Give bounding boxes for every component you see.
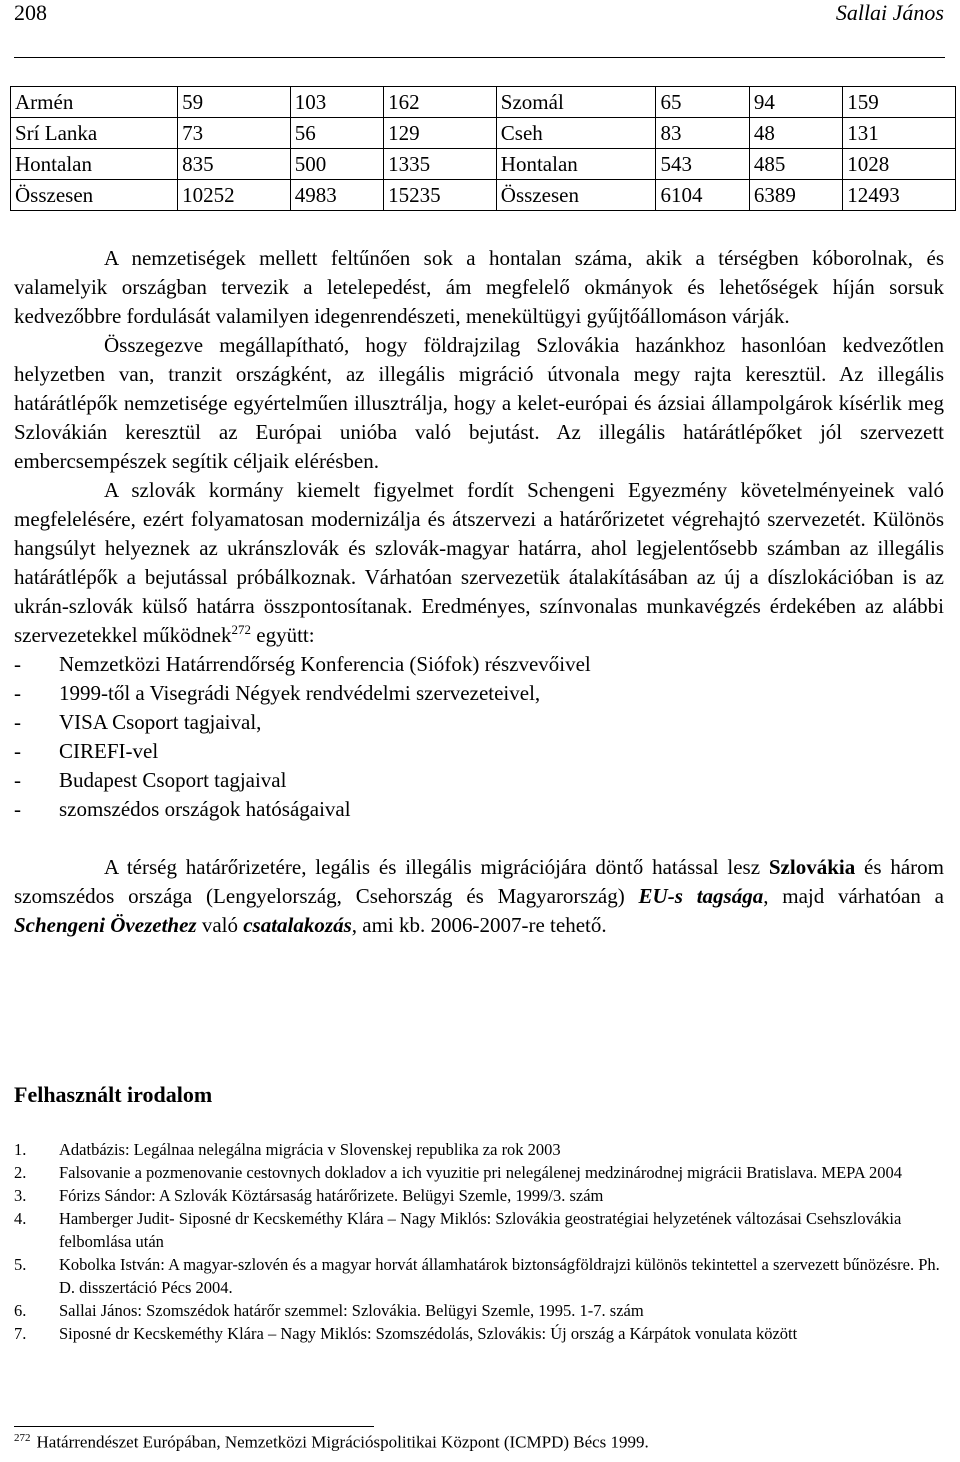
list-marker: - bbox=[14, 768, 21, 792]
list-marker: - bbox=[14, 710, 21, 734]
table-cell: 485 bbox=[749, 149, 842, 180]
reference-item bbox=[14, 1299, 944, 1322]
table-cell: Hontalan bbox=[496, 149, 656, 180]
reference-text: Kobolka István: A magyar-szlovén és a magyar horvát államhatárok biztonságföldrajzi különös tekintettel a szervezett bűnözésre. Ph. D. disszertáció Pécs 2004. bbox=[59, 1255, 940, 1297]
reference-item bbox=[14, 1161, 944, 1184]
table-cell: 83 bbox=[656, 118, 749, 149]
list-item bbox=[14, 650, 944, 679]
paragraph-text: A szlovák kormány kiemelt figyelmet fordít Schengeni Egyezmény követelményeinek való megfelelésére, ezért folyamatosan modernizálja és átszervezi a határőrizetet végrehajtó szervezetét. Különös hangsúlyt helyeznek az ukránszlovák és szlovák-magyar határra, ahol legjelentősebb számban az illegális határátlépők a bejutással próbálkoznak. Várhatóan szervezetük átalakításában az új a díszlokációban is az ukrán-szlovák külső határra összpontosítanak. Eredményes, színvonalas munkavégzés érdekében az alábbi szervezetekkel működnek bbox=[14, 478, 944, 647]
table-row bbox=[11, 87, 956, 118]
reference-number: 6. bbox=[14, 1301, 27, 1320]
emphasis-text: EU-s tagsága bbox=[638, 884, 764, 908]
references-list bbox=[14, 1138, 944, 1345]
table-cell: Cseh bbox=[496, 118, 656, 149]
list-item-text: 1999-től a Visegrádi Négyek rendvédelmi szervezeteivel, bbox=[59, 681, 541, 705]
reference-item bbox=[14, 1138, 944, 1161]
paragraph: Összegezve megállapítható, hogy földrajzilag Szlovákia hazánkhoz hasonlóan kedvezőtlen helyzetben van, tranzit országként, az illegális migráció útvonala megy rajta keresztül. Az illegális határátlépők nemzetisége egyértelműen illusztrálja, hogy a kelet-európai és ázsiai állampolgárok kísérlik meg Szlovákián keresztül az Európai unióba való bejutást. Az illegális határátlépőket jól szervezett embercsempészek segítik céljaik elérésben. bbox=[14, 333, 944, 473]
paragraph-text: , ami kb. 2006-2007-re tehető. bbox=[351, 913, 607, 937]
paragraph-text: való bbox=[196, 913, 244, 937]
table-cell: 1028 bbox=[843, 149, 956, 180]
spacer bbox=[14, 824, 944, 853]
references-heading: Felhasznált irodalom bbox=[14, 1082, 213, 1107]
table-row bbox=[11, 149, 956, 180]
footnote-text: Határrendészet Európában, Nemzetközi Migrációspolitikai Központ (ICMPD) Bécs 1999. bbox=[36, 1432, 649, 1452]
footnote-mark: 272 bbox=[14, 1432, 31, 1444]
reference-number: 1. bbox=[14, 1140, 27, 1159]
table-cell: 12493 bbox=[843, 180, 956, 211]
body-text bbox=[14, 244, 944, 940]
table-cell: 1335 bbox=[384, 149, 497, 180]
table-cell: 131 bbox=[843, 118, 956, 149]
reference-number: 7. bbox=[14, 1324, 27, 1343]
table-cell: Összesen bbox=[496, 180, 656, 211]
table-cell: 73 bbox=[178, 118, 291, 149]
table-cell: 6104 bbox=[656, 180, 749, 211]
reference-item bbox=[14, 1322, 944, 1345]
reference-text: Siposné dr Kecskeméthy Klára – Nagy Miklós: Szomszédolás, Szlovákis: Új ország a Kárpátok vonulata között bbox=[59, 1324, 798, 1343]
page-number: 208 bbox=[14, 0, 47, 25]
list-item-text: Nemzetközi Határrendőrség Konferencia (Siófok) részvevőivel bbox=[59, 652, 591, 676]
table-cell: 15235 bbox=[384, 180, 497, 211]
reference-item bbox=[14, 1253, 944, 1299]
table-cell: Szomál bbox=[496, 87, 656, 118]
reference-text: Hamberger Judit- Siposné dr Kecskeméthy Klára – Nagy Miklós: Szlovákia geostratégiai helyzetének változásai Csehszlovákia felbomlása után bbox=[59, 1209, 902, 1251]
table-cell: 10252 bbox=[178, 180, 291, 211]
table-cell: Srí Lanka bbox=[11, 118, 178, 149]
table-cell: 48 bbox=[749, 118, 842, 149]
list-marker: - bbox=[14, 652, 21, 676]
page-header bbox=[14, 0, 944, 36]
list-item bbox=[14, 795, 944, 824]
reference-item bbox=[14, 1207, 944, 1253]
table-cell: 835 bbox=[178, 149, 291, 180]
list-marker: - bbox=[14, 681, 21, 705]
table-cell: 159 bbox=[843, 87, 956, 118]
table-cell: 4983 bbox=[290, 180, 383, 211]
table-cell: 56 bbox=[290, 118, 383, 149]
list-marker: - bbox=[14, 739, 21, 763]
table-cell: Armén bbox=[11, 87, 178, 118]
list-item-text: Budapest Csoport tagjaival bbox=[59, 768, 287, 792]
reference-number: 4. bbox=[14, 1209, 27, 1228]
table-cell: Hontalan bbox=[11, 149, 178, 180]
footnote-reference: 272 bbox=[231, 622, 251, 637]
reference-number: 5. bbox=[14, 1255, 27, 1274]
conclusion-paragraph bbox=[14, 853, 944, 940]
table-row bbox=[11, 180, 956, 211]
footnote-rule bbox=[14, 1426, 374, 1427]
footnote bbox=[14, 1432, 649, 1453]
table-cell: 6389 bbox=[749, 180, 842, 211]
reference-number: 2. bbox=[14, 1163, 27, 1182]
paragraph-text: A térség határőrizetére, legális és illegális migrációjára döntő hatással lesz bbox=[104, 855, 769, 879]
table-cell: 94 bbox=[749, 87, 842, 118]
reference-item bbox=[14, 1184, 944, 1207]
list-item-text: CIREFI-vel bbox=[59, 739, 159, 763]
organization-list bbox=[14, 650, 944, 824]
list-item bbox=[14, 737, 944, 766]
reference-text: Fórizs Sándor: A Szlovák Köztársaság határőrizete. Belügyi Szemle, 1999/3. szám bbox=[59, 1186, 604, 1205]
table-cell: Összesen bbox=[11, 180, 178, 211]
table-cell: 65 bbox=[656, 87, 749, 118]
paragraph: A nemzetiségek mellett feltűnően sok a hontalan száma, akik a térségben kóborolnak, és valamelyik országban tervezik a letelepedést, ám megfelelő okmányok és lehetőségek híján sorsuk kedvezőbbre fordulását valamilyen idegenrendészeti, menekültügyi gyűjtőállomáson várják. bbox=[14, 246, 944, 328]
header-rule bbox=[14, 57, 945, 58]
emphasis-text: Schengeni Övezethez bbox=[14, 913, 197, 937]
list-item bbox=[14, 766, 944, 795]
paragraph-text: , majd várhatóan a bbox=[763, 884, 944, 908]
paragraph-text: és három szomszédos országa (Lengyelország, Csehország és Magyarország) bbox=[14, 855, 944, 908]
table-row bbox=[11, 118, 956, 149]
emphasis-text: Szlovákia bbox=[768, 855, 856, 879]
statistics-table bbox=[10, 86, 956, 211]
reference-text: Sallai János: Szomszédok határőr szemmel: Szlovákia. Belügyi Szemle, 1995. 1-7. szám bbox=[59, 1301, 644, 1320]
emphasis-text: csatalakozás bbox=[243, 913, 352, 937]
table-cell: 129 bbox=[384, 118, 497, 149]
running-author: Sallai János bbox=[835, 0, 944, 25]
reference-text: Adatbázis: Legálnaa nelegálna migrácia v Slovenskej republika za rok 2003 bbox=[59, 1140, 561, 1159]
list-item-text: VISA Csoport tagjaival, bbox=[59, 710, 262, 734]
table-cell: 162 bbox=[384, 87, 497, 118]
reference-number: 3. bbox=[14, 1186, 27, 1205]
reference-text: Falsovanie a pozmenovanie cestovnych dokladov a ich vyuzitie pri nelegálenej medzinárodnej migrácii Bratislava. MEPA 2004 bbox=[59, 1163, 902, 1182]
paragraph bbox=[14, 476, 944, 650]
list-item bbox=[14, 679, 944, 708]
table-cell: 103 bbox=[290, 87, 383, 118]
list-item-text: szomszédos országok hatóságaival bbox=[59, 797, 351, 821]
list-marker: - bbox=[14, 797, 21, 821]
table-cell: 59 bbox=[178, 87, 291, 118]
paragraph-text: együtt: bbox=[251, 623, 315, 647]
table-cell: 500 bbox=[290, 149, 383, 180]
list-item bbox=[14, 708, 944, 737]
table-cell: 543 bbox=[656, 149, 749, 180]
